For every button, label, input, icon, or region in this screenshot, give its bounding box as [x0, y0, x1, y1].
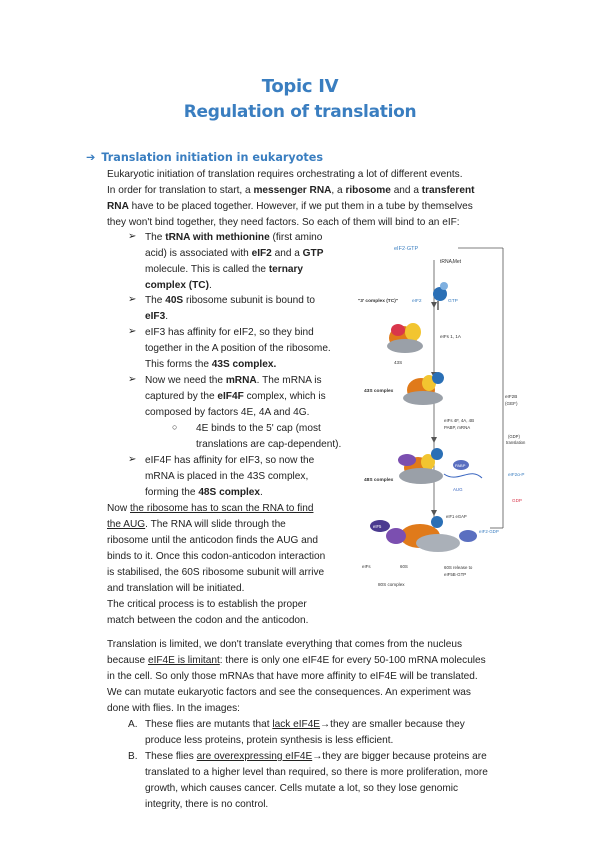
- bullet-arrow-icon: ➢: [128, 374, 137, 385]
- limited-line-2: because eIF4E is limitant: there is only one eIF4E for every 50-100 mRNA molecules: [107, 655, 486, 666]
- bullet-3-line-2: together in the A position of the ribosome.: [145, 343, 331, 354]
- list-b-line-2: translated to a higher level than required, so there is more proliferation, more: [145, 767, 488, 778]
- fig-label-pabp-mrna: PABP, mRNA: [444, 425, 471, 430]
- translation-initiation-figure: [358, 238, 538, 593]
- fig-label-met: tRNAᵢMet: [440, 259, 462, 265]
- bullet-arrow-icon: ➢: [128, 454, 137, 465]
- page-title: Topic IV: [261, 76, 339, 97]
- bullet-2-line-2: eIF3.: [145, 311, 169, 322]
- bullet-arrow-icon: ➢: [128, 326, 137, 337]
- fig-label-gap: eIF1 eGAP: [446, 514, 467, 519]
- list-marker-b: B.: [128, 751, 138, 762]
- scan-line-4: binds to it. Once this codon-anticodon interaction: [107, 551, 326, 562]
- fig-label-eifs: eIFs: [362, 564, 371, 569]
- bullet-arrow-icon: ➢: [128, 231, 137, 242]
- fig-label-eif2a: eIF2α-P: [508, 472, 525, 477]
- fig-label-eif2gdp: eIF2·GDP: [479, 529, 499, 534]
- page-subtitle: Regulation of translation: [183, 102, 417, 122]
- list-a-line-2: produce less proteins, protein synthesis is less efficient.: [145, 735, 394, 746]
- scan-line-6: and translation will be initiated.: [107, 583, 245, 594]
- bullet-2-line-1: The 40S ribosome subunit is bound to: [145, 295, 316, 306]
- bullet-1-line-1: The tRNA with methionine (first amino: [145, 232, 323, 243]
- fig-label-80s-complex: 80S complex: [378, 582, 405, 587]
- list-b-line-4: integrity, there is no control.: [145, 799, 269, 810]
- fig-label-gdp: GDP: [512, 498, 522, 503]
- bullet-arrow-icon: ➢: [128, 294, 137, 305]
- arrow-right-icon: ➔: [86, 151, 96, 164]
- intro-line-1: Eukaryotic initiation of translation requires orchestrating a lot of different events.: [107, 169, 463, 180]
- sub-bullet-circle-icon: ○: [172, 422, 178, 432]
- fig-label-eif1: eIFs 1, 1A: [440, 334, 461, 339]
- list-marker-a: A.: [128, 719, 138, 730]
- scan-line-7: The critical process is to establish the proper: [107, 599, 307, 610]
- fig-label-eif5: eIF5: [373, 524, 382, 529]
- limited-line-5: done with flies. In the images:: [107, 703, 240, 714]
- bullet-4-line-1: Now we need the mRNA. The mRNA is: [145, 375, 322, 386]
- fig-label-gtp: GTP: [448, 299, 458, 304]
- fig-label-eif2b: eIF2B: [505, 394, 518, 399]
- bullet-5-line-3: forming the 48S complex.: [145, 487, 263, 498]
- fig-label-eifs4: eIFs 4F, 4A, 4B: [444, 418, 475, 423]
- fig-label-eif2: eIF2: [412, 299, 422, 304]
- fig-label-eif4f: eIF4F: [395, 447, 407, 452]
- section-heading-text: Translation initiation in eukaryotes: [101, 151, 323, 164]
- list-b-line-3: growth, which causes cancer. Cells mutate a lot, so they lose genomic: [145, 783, 459, 794]
- fig-label-qtr: (GDP): [508, 434, 520, 439]
- fig-label-43s: 43S: [394, 360, 403, 365]
- fig-label-qtr2: translation: [506, 440, 526, 445]
- fig-label-eif2-gtp: eIF2·GTP: [394, 246, 419, 252]
- ribosome-80s-complex: [370, 516, 477, 552]
- ribosome-43s-precursor: [387, 323, 423, 353]
- intro-line-4: they won't bind together, they need factors. So each of them will bind to an eIF:: [107, 217, 460, 228]
- scan-line-1: Now the ribosome has to scan the RNA to find: [107, 503, 314, 514]
- limited-line-3: in the cell. So only those mRNAs that have more affinity to eIF4E will be translated.: [107, 671, 478, 682]
- ribosome-48s-complex: [398, 448, 482, 484]
- bullet-4-sub-line-2: translations are cap-dependent).: [196, 439, 342, 450]
- bullet-4-line-3: composed by factors 4E, 4A and 4G.: [145, 407, 310, 418]
- bullet-5-line-2: mRNA is placed in the 43S complex,: [145, 471, 309, 482]
- bullet-1-line-3: molecule. This is called the ternary: [145, 264, 304, 275]
- fig-label-tc: "3' complex (TC)": [358, 299, 399, 304]
- limited-line-4: We can mutate eukaryotic factors and see the consequences. An experiment was: [107, 687, 471, 698]
- bullet-3-line-1: eIF3 has affinity for eIF2, so they bind: [145, 327, 314, 338]
- scan-line-5: is stabilised, the 60S ribosome subunit will arrive: [107, 567, 325, 578]
- ternary-complex-shape: [433, 282, 448, 310]
- fig-label-80s-release: 60S release to: [444, 565, 473, 570]
- ribosome-43s-complex: [403, 372, 444, 405]
- section-heading: [86, 151, 323, 164]
- fig-label-60s: 60S: [400, 564, 408, 569]
- intro-line-3: RNA have to be placed together. However, if we put them in a tube by themselves: [107, 201, 473, 212]
- fig-label-48s-complex: 48S complex: [364, 478, 394, 483]
- intro-line-2: In order for translation to start, a messenger RNA, a ribosome and a transferent: [107, 185, 475, 196]
- fig-label-gef: (GEF): [505, 401, 518, 406]
- list-b-line-1: These flies are overexpressing eIF4E→they are bigger because proteins are: [145, 751, 487, 762]
- bullet-1-line-4: complex (TC).: [145, 280, 212, 291]
- fig-label-pabp: PABP: [455, 463, 466, 468]
- bullet-1-line-2: acid) is associated with eIF2 and a GTP: [145, 248, 324, 259]
- scan-line-2: the AUG. The RNA will slide through the: [107, 519, 286, 530]
- fig-label-eif5b: eIF5B·GTP: [444, 572, 467, 577]
- limited-line-1: Translation is limited, we don't translate everything that comes from the nucleus: [107, 639, 463, 650]
- bullet-5-line-1: eIF4F has affinity for eIF3, so now the: [145, 455, 315, 466]
- fig-label-43s-complex: 43S complex: [364, 389, 394, 394]
- bullet-4-sub-line-1: 4E binds to the 5' cap (most: [196, 423, 321, 434]
- scan-line-8: match between the codon and the anticodon.: [107, 615, 309, 626]
- bullet-3-line-3: This forms the 43S complex.: [145, 359, 277, 370]
- fig-label-aug: AUG: [453, 487, 463, 492]
- list-a-line-1: These flies are mutants that lack eIF4E→they are smaller because they: [145, 719, 465, 730]
- scan-line-3: ribosome until the anticodon finds the AUG and: [107, 535, 318, 546]
- bullet-4-line-2: captured by the eIF4F complex, which is: [145, 391, 326, 402]
